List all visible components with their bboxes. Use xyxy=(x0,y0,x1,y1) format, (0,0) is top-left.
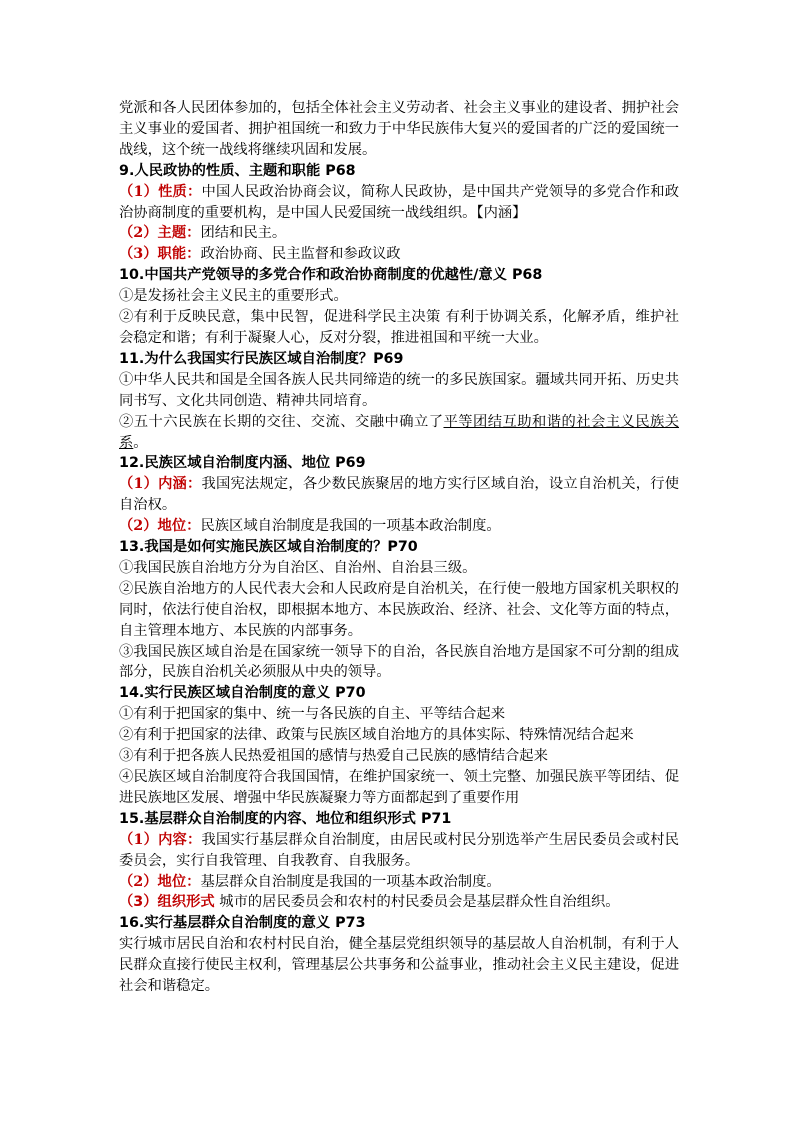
s11-item-2 xyxy=(119,412,679,454)
s12-item-2-text: 民族区域自治制度是我国的一项基本政治制度。 xyxy=(200,518,501,535)
heading-11: 11.为什么我国实行民族区域自治制度？P69 xyxy=(119,350,404,367)
s10-item-2: ②有利于反映民意，集中民智，促进科学民主决策 有利于协调关系，化解矛盾，维护社会稳定和谐；有利于凝聚人心，反对分裂，推进祖国和平统一大业。 xyxy=(119,309,679,346)
s16-paragraph: 实行城市居民自治和农村村民自治，健全基层党组织领导的基层故人自治机制，有利于人民群众直接行使民主权利，管理基层公共事务和公益事业，推动社会主义民主建设，促进社会和谐稳定。 xyxy=(119,936,679,995)
s15-item-1-text: 我国实行基层群众自治制度，由居民或村民分别选举产生居民委员会或村民委员会，实行自我管理、自我教育、自我服务。 xyxy=(119,831,679,869)
label-org-form: （3）组织形式 xyxy=(119,894,215,911)
s13-item-3: ③我国民族区域自治是在国家统一领导下的自治，各民族自治地方是国家不可分割的组成部分，民族自治机关必须服从中央的领导。 xyxy=(119,643,679,681)
s15-item-2-text: 基层群众自治制度是我国的一项基本政治制度。 xyxy=(200,873,501,890)
s12-item-2 xyxy=(119,516,679,537)
label-connotation: （1）内涵： xyxy=(119,476,202,493)
s9-item-1-text: 中国人民政治协商会议，简称人民政协，是中国共产党领导的多党合作和政治协商制度的重要机构，是中国人民爱国统一战线组织。【内涵】 xyxy=(119,183,679,221)
underlined-phrase: 平等团结互助和谐的社会主义民族关系 xyxy=(119,413,680,451)
s14-item-3: ③有利于把各族人民热爱祖国的感情与热爱自己民族的感情结合起来 xyxy=(119,748,548,765)
label-functions: （3）职能： xyxy=(119,246,201,263)
s13-item-1: ①我国民族自治地方分为自治区、自治州、自治县三级。 xyxy=(119,559,477,576)
s14-item-2: ②有利于把国家的法律、政策与民族区域自治地方的具体实际、特殊情况结合起来 xyxy=(119,727,634,744)
label-content: （1）内容： xyxy=(119,831,202,848)
s15-item-2 xyxy=(119,872,679,893)
s14-item-4: ④民族区域自治制度符合我国国情，在维护国家统一、领土完整、加强民族平等团结、促进民族地区发展、增强中华民族凝聚力等方面都起到了重要作用 xyxy=(119,769,679,806)
s12-item-1 xyxy=(119,474,679,516)
s11-item-2-pre: ②五十六民族在长期的交往、交流、交融中确立了 xyxy=(119,413,444,430)
heading-13: 13.我国是如何实施民族区域自治制度的？P70 xyxy=(119,539,418,556)
heading-9: 9.人民政协的性质、主题和职能 P68 xyxy=(119,162,356,179)
s9-item-3-text: 政治协商、民主监督和参政议政 xyxy=(200,246,401,263)
s9-item-3 xyxy=(119,244,679,265)
s11-item-2-post: 。 xyxy=(133,434,148,451)
heading-14: 14.实行民族区域自治制度的意义 P70 xyxy=(119,685,366,702)
s10-item-1: ①是发扬社会主义民主的重要形式。 xyxy=(119,288,348,305)
s15-item-1 xyxy=(119,830,679,872)
s9-item-2-text: 团结和民主。 xyxy=(200,225,287,242)
label-status-2: （2）地位： xyxy=(119,873,201,890)
document-page xyxy=(119,98,679,997)
label-status: （2）地位： xyxy=(119,518,201,535)
heading-10: 10.中国共产党领导的多党合作和政治协商制度的优越性/意义 P68 xyxy=(119,267,543,284)
heading-16: 16.实行基层群众自治制度的意义 P73 xyxy=(119,915,366,932)
heading-15: 15.基层群众自治制度的内容、地位和组织形式 P71 xyxy=(119,810,452,827)
s12-item-1-text: 我国宪法规定，各少数民族聚居的地方实行区域自治，设立自治机关，行使自治权。 xyxy=(119,476,679,514)
s13-item-2: ②民族自治地方的人民代表大会和人民政府是自治机关，在行使一般地方国家机关职权的同时，依法行使自治权，即根据本地方、本民族政治、经济、社会、文化等方面的特点，自主管理本地方、本民族的内部事务。 xyxy=(119,580,679,639)
s14-item-1: ①有利于把国家的集中、统一与各民族的自主、平等结合起来 xyxy=(119,706,506,723)
s15-item-3-text: 城市的居民委员会和农村的村民委员会是基层群众性自治组织。 xyxy=(214,894,620,911)
s11-item-1: ①中华人民共和国是全国各族人民共同缔造的统一的多民族国家。疆域共同开拓、历史共同书写、文化共同创造、精神共同培育。 xyxy=(119,371,679,409)
intro-paragraph: 党派和各人民团体参加的，包括全体社会主义劳动者、社会主义事业的建设者、拥护社会主义事业的爱国者、拥护祖国统一和致力于中华民族伟大复兴的爱国者的广泛的爱国统一战线，这个统一战线将继续巩固和发展。 xyxy=(119,100,679,158)
s9-item-2 xyxy=(119,223,679,244)
s9-item-1 xyxy=(119,182,679,224)
s15-item-3 xyxy=(119,892,679,913)
label-theme: （2）主题： xyxy=(119,225,201,242)
heading-12: 12.民族区域自治制度内涵、地位 P69 xyxy=(119,455,366,472)
label-nature: （1）性质： xyxy=(119,183,202,200)
